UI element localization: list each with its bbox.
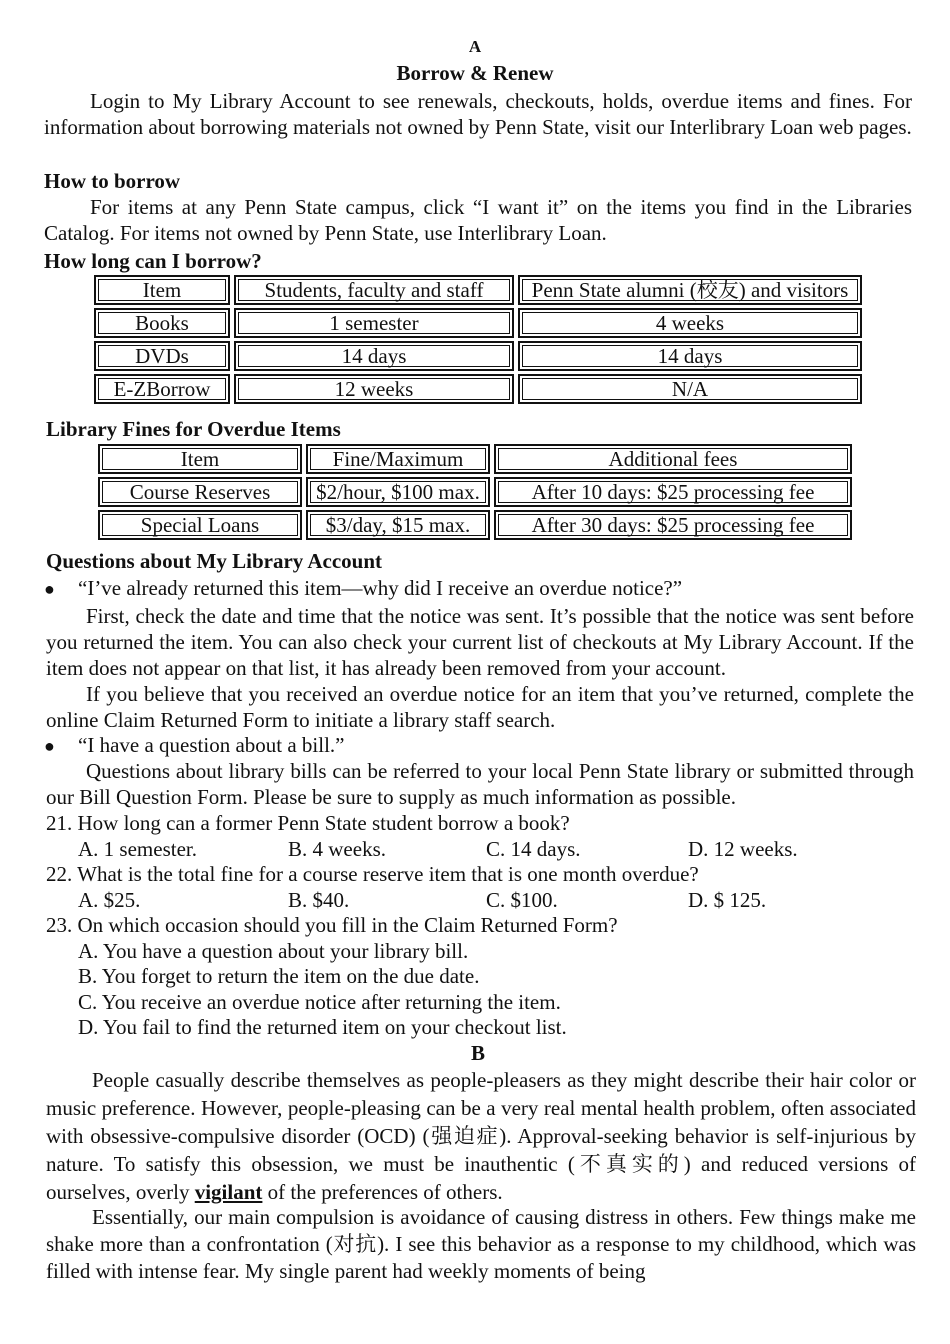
questions-heading: Questions about My Library Account <box>46 549 383 573</box>
table-cell: After 30 days: $25 processing fee <box>494 510 852 540</box>
faq-question-1-text: “I’ve already returned this item—why did I receive an overdue notice?” <box>78 576 683 600</box>
faq-answer-1b: If you believe that you received an overdue notice for an item that you’ve returned, complete the online Claim Returned Form to initiate a library staff search. <box>46 682 914 732</box>
faq-question-2-text: “I have a question about a bill.” <box>78 733 345 757</box>
section-a-title: Borrow & Renew <box>396 61 554 85</box>
option-b[interactable]: B. 4 weeks. <box>288 837 386 861</box>
option-d[interactable]: D. 12 weeks. <box>688 837 798 861</box>
question-23-stem: 23. On which occasion should you fill in the Claim Returned Form? <box>46 913 618 937</box>
table-header-row <box>94 275 862 305</box>
section-b-paragraph-1 <box>46 1066 916 1206</box>
table-cell: E-ZBorrow <box>94 374 230 404</box>
option-c[interactable]: C. 14 days. <box>486 837 581 861</box>
how-long-heading: How long can I borrow? <box>44 249 262 273</box>
table-row <box>94 308 862 338</box>
table-header-cell: Item <box>98 444 302 474</box>
how-to-borrow-text: For items at any Penn State campus, click “I want it” on the items you find in the Libraries Catalog. For items not owned by Penn State, use Interlibrary Loan. <box>44 195 912 245</box>
faq-question-2 <box>44 732 924 759</box>
question-21-options <box>78 836 918 862</box>
option-d[interactable]: D. You fail to find the returned item on your checkout list. <box>78 1015 567 1039</box>
option-a[interactable]: A. You have a question about your library bill. <box>78 939 469 963</box>
question-22-options <box>78 887 918 913</box>
table-header-cell: Fine/Maximum <box>306 444 490 474</box>
table-cell: 1 semester <box>234 308 514 338</box>
section-a-letter: A <box>468 37 482 56</box>
table-cell: 14 days <box>234 341 514 371</box>
table-cell: $3/day, $15 max. <box>306 510 490 540</box>
section-b-paragraph-2: Essentially, our main compulsion is avoidance of causing distress in others. Few things make me shake more than a confrontation (对抗). I see this behavior as a response to my childhood, which was filled with intense fear. My single parent had weekly moments of being <box>46 1205 916 1283</box>
question-21-stem: 21. How long can a former Penn State student borrow a book? <box>46 811 570 835</box>
table-header-row <box>98 444 852 474</box>
table-header-cell: Item <box>94 275 230 305</box>
fines-heading: Library Fines for Overdue Items <box>46 417 341 441</box>
borrow-period-table <box>90 272 866 407</box>
table-header-cell: Students, faculty and staff <box>234 275 514 305</box>
table-cell: 14 days <box>518 341 862 371</box>
table-header-cell: Penn State alumni (校友) and visitors <box>518 275 862 305</box>
table-cell: Course Reserves <box>98 477 302 507</box>
vocab-word: vigilant <box>194 1180 263 1204</box>
table-cell: N/A <box>518 374 862 404</box>
table-row <box>94 374 862 404</box>
intro-paragraph: Login to My Library Account to see renewals, checkouts, holds, overdue items and fines. For information about borrowing materials not owned by Penn State, visit our Interlibrary Loan web pages. <box>44 89 912 139</box>
table-cell: DVDs <box>94 341 230 371</box>
table-row <box>98 510 852 540</box>
option-c[interactable]: C. You receive an overdue notice after returning the item. <box>78 990 561 1014</box>
faq-answer-1a: First, check the date and time that the notice was sent. It’s possible that the notice was sent before you returned the item. You can also check your current list of checkouts at My Library Account. If the item does not appear on that list, it has already been removed from your account. <box>46 604 914 680</box>
option-d[interactable]: D. $ 125. <box>688 888 767 912</box>
option-c[interactable]: C. $100. <box>486 888 558 912</box>
option-b[interactable]: B. $40. <box>288 888 350 912</box>
table-row <box>98 477 852 507</box>
fines-table <box>94 441 856 543</box>
faq-answer-2: Questions about library bills can be referred to your local Penn State library or submitted through our Bill Question Form. Please be sure to supply as much information as possible. <box>46 759 914 809</box>
option-b[interactable]: B. You forget to return the item on the due date. <box>78 964 480 988</box>
how-to-borrow-heading: How to borrow <box>44 169 181 193</box>
table-cell: $2/hour, $100 max. <box>306 477 490 507</box>
option-a[interactable]: A. $25. <box>78 888 141 912</box>
faq-question-1 <box>44 575 924 602</box>
table-row <box>94 341 862 371</box>
table-cell: After 10 days: $25 processing fee <box>494 477 852 507</box>
table-cell: 4 weeks <box>518 308 862 338</box>
bullet-icon: ● <box>44 579 55 599</box>
passage-text: People casually describe themselves as people-pleasers as they might describe their hair color or music preference. However, people-pleasing can be a very real mental health problem, often associated with obsessive-compulsive disorder (OCD) (强迫症). Approval-seeking behavior is self-injurious by nature. To satisfy this obsession, we must be inauthentic (不真实的) and reduced versions of ourselves, overly <box>46 1068 916 1204</box>
question-22-stem: 22. What is the total fine for a course reserve item that is one month overdue? <box>46 862 699 886</box>
table-cell: Special Loans <box>98 510 302 540</box>
table-cell: 12 weeks <box>234 374 514 404</box>
bullet-icon: ● <box>44 736 55 756</box>
table-header-cell: Additional fees <box>494 444 852 474</box>
option-a[interactable]: A. 1 semester. <box>78 837 197 861</box>
passage-text: of the preferences of others. <box>262 1180 503 1204</box>
section-b-letter: B <box>470 1041 485 1065</box>
table-cell: Books <box>94 308 230 338</box>
